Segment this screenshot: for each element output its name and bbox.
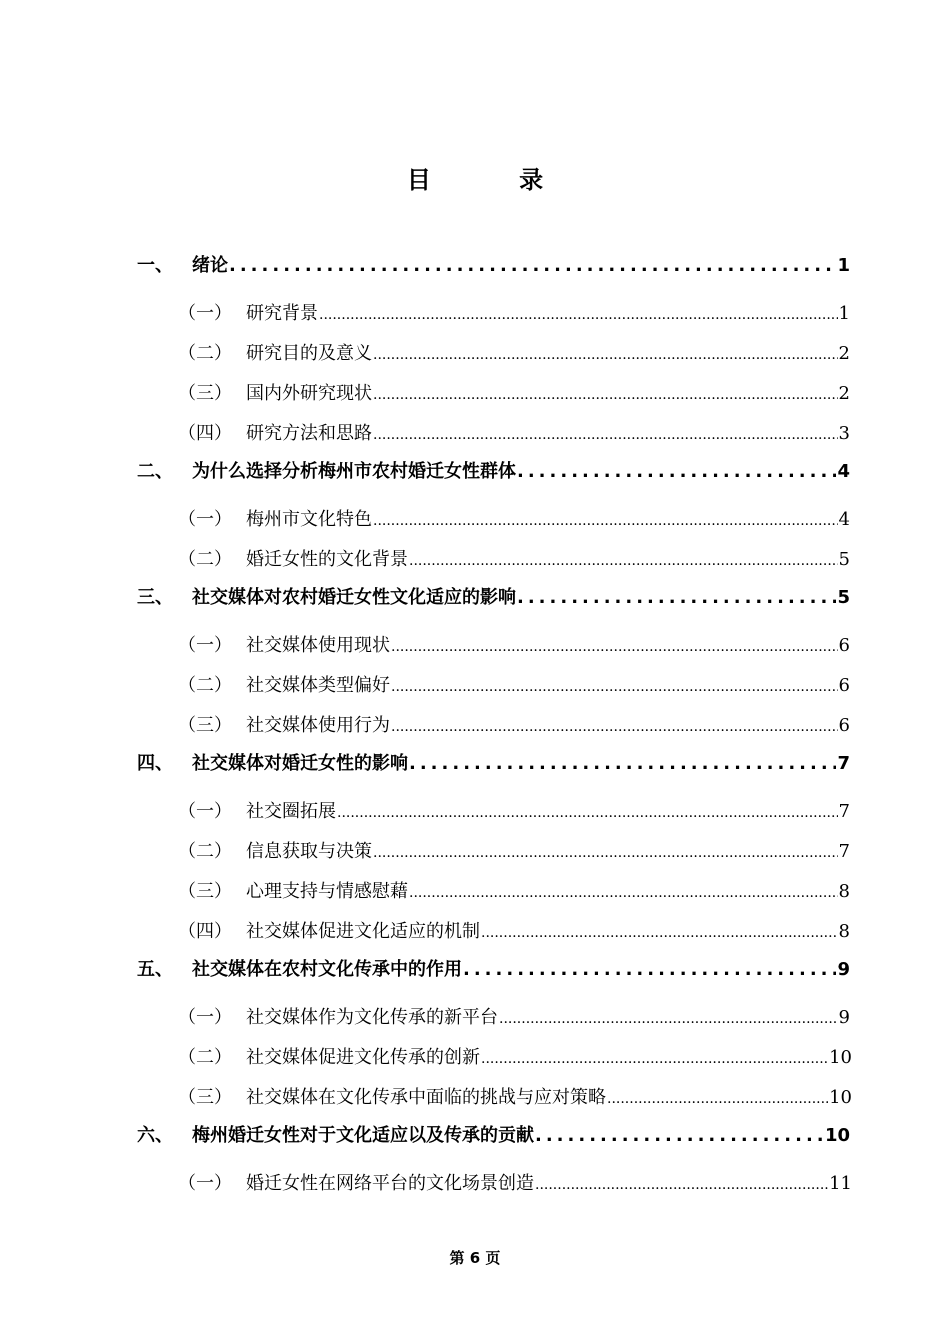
toc-entry-title: 研究目的及意义 [246, 343, 372, 364]
toc-section-entry[interactable] [0, 411, 950, 451]
toc-chapter-entry[interactable] [0, 743, 950, 789]
toc-dot-leader [607, 1091, 828, 1107]
toc-dot-leader [481, 925, 838, 941]
toc-entry-page-number: 5 [837, 587, 850, 608]
toc-entry-title: 婚迁女性在网络平台的文化场景创造 [246, 1173, 534, 1194]
toc-entry-number: （二） [178, 343, 232, 364]
toc-entry-title: 研究背景 [246, 303, 318, 324]
toc-entry-number: （三） [178, 715, 232, 736]
toc-dot-leader [373, 387, 838, 403]
toc-entry-page-number: 3 [838, 423, 850, 444]
toc-section-entry[interactable] [0, 995, 950, 1035]
toc-section-entry[interactable] [0, 331, 950, 371]
toc-chapter-entry[interactable] [0, 1115, 950, 1161]
toc-entry-title: 研究方法和思路 [246, 423, 372, 444]
toc-entry-page-number: 1 [837, 255, 850, 276]
toc-dot-leader [499, 1011, 838, 1027]
toc-entry-number: （二） [178, 549, 232, 570]
toc-dot-leader [481, 1051, 828, 1067]
toc-entry-page-number: 2 [838, 343, 850, 364]
toc-entry-title: 社交圈拓展 [246, 801, 336, 822]
toc-section-entry[interactable] [0, 1035, 950, 1075]
toc-entry-title: 社交媒体对婚迁女性的影响 [192, 753, 408, 774]
toc-entry-number: （一） [178, 509, 232, 530]
toc-chapter-entry[interactable] [0, 245, 950, 291]
toc-entry-page-number: 7 [838, 801, 850, 822]
toc-entry-title: 社交媒体作为文化传承的新平台 [246, 1007, 498, 1028]
toc-entry-page-number: 8 [838, 921, 850, 942]
toc-entry-title: 梅州婚迁女性对于文化适应以及传承的贡献 [192, 1125, 534, 1146]
toc-entry-number: （一） [178, 1173, 232, 1194]
toc-entry-number: （三） [178, 383, 232, 404]
toc-entry-number: 三、 [137, 587, 173, 608]
toc-section-entry[interactable] [0, 703, 950, 743]
toc-entry-page-number: 10 [829, 1087, 852, 1108]
toc-dot-leader [517, 587, 836, 608]
table-of-contents [0, 245, 950, 1201]
toc-entry-page-number: 11 [829, 1173, 852, 1194]
toc-dot-leader [373, 347, 838, 363]
toc-entry-page-number: 10 [824, 1125, 850, 1146]
toc-section-entry[interactable] [0, 789, 950, 829]
toc-dot-leader [517, 461, 836, 482]
toc-dot-leader [409, 753, 836, 774]
toc-entry-title: 社交媒体类型偏好 [246, 675, 390, 696]
toc-entry-title: 国内外研究现状 [246, 383, 372, 404]
toc-dot-leader [337, 805, 838, 821]
toc-entry-page-number: 7 [838, 841, 850, 862]
toc-section-entry[interactable] [0, 869, 950, 909]
toc-chapter-entry[interactable] [0, 949, 950, 995]
toc-entry-number: 二、 [137, 461, 173, 482]
toc-entry-page-number: 2 [838, 383, 850, 404]
toc-entry-number: （三） [178, 881, 232, 902]
toc-entry-page-number: 9 [837, 959, 850, 980]
toc-section-entry[interactable] [0, 497, 950, 537]
toc-entry-title: 心理支持与情感慰藉 [246, 881, 408, 902]
page-number-footer: 第 6 页 [449, 1249, 501, 1267]
toc-entry-page-number: 6 [838, 715, 850, 736]
toc-entry-page-number: 8 [838, 881, 850, 902]
toc-entry-title: 社交媒体在农村文化传承中的作用 [192, 959, 462, 980]
toc-entry-number: （二） [178, 841, 232, 862]
toc-dot-leader [409, 553, 838, 569]
toc-dot-leader [373, 845, 838, 861]
toc-dot-leader [391, 679, 838, 695]
toc-entry-page-number: 1 [838, 303, 850, 324]
toc-dot-leader [373, 513, 838, 529]
toc-entry-number: 六、 [137, 1125, 173, 1146]
toc-dot-leader [391, 719, 838, 735]
toc-dot-leader [535, 1177, 828, 1193]
toc-entry-title: 梅州市文化特色 [246, 509, 372, 530]
toc-chapter-entry[interactable] [0, 451, 950, 497]
toc-dot-leader [463, 959, 836, 980]
toc-dot-leader [319, 307, 838, 323]
toc-entry-page-number: 9 [838, 1007, 850, 1028]
page-title: 目 录 [406, 165, 584, 194]
toc-section-entry[interactable] [0, 829, 950, 869]
toc-entry-page-number: 4 [838, 509, 850, 530]
toc-entry-number: （二） [178, 675, 232, 696]
toc-entry-number: （一） [178, 801, 232, 822]
toc-section-entry[interactable] [0, 663, 950, 703]
toc-dot-leader [229, 255, 836, 276]
toc-entry-title: 社交媒体促进文化适应的机制 [246, 921, 480, 942]
toc-entry-page-number: 10 [829, 1047, 852, 1068]
toc-entry-title: 社交媒体促进文化传承的创新 [246, 1047, 480, 1068]
toc-section-entry[interactable] [0, 291, 950, 331]
toc-entry-title: 绪论 [192, 255, 228, 276]
toc-entry-number: （一） [178, 1007, 232, 1028]
toc-section-entry[interactable] [0, 371, 950, 411]
toc-entry-number: 四、 [137, 753, 173, 774]
toc-section-entry[interactable] [0, 909, 950, 949]
toc-entry-page-number: 7 [837, 753, 850, 774]
toc-entry-title: 社交媒体使用行为 [246, 715, 390, 736]
toc-dot-leader [391, 639, 838, 655]
toc-section-entry[interactable] [0, 1075, 950, 1115]
toc-entry-number: 五、 [137, 959, 173, 980]
toc-entry-page-number: 6 [838, 635, 850, 656]
toc-entry-page-number: 6 [838, 675, 850, 696]
toc-entry-number: 一、 [137, 255, 173, 276]
toc-entry-title: 社交媒体对农村婚迁女性文化适应的影响 [192, 587, 516, 608]
toc-chapter-entry[interactable] [0, 577, 950, 623]
toc-entry-number: （一） [178, 635, 232, 656]
toc-section-entry[interactable] [0, 623, 950, 663]
toc-dot-leader [535, 1125, 824, 1146]
toc-entry-page-number: 5 [838, 549, 850, 570]
toc-entry-title: 社交媒体在文化传承中面临的挑战与应对策略 [246, 1087, 606, 1108]
toc-entry-number: （四） [178, 921, 232, 942]
toc-section-entry[interactable] [0, 537, 950, 577]
toc-section-entry[interactable] [0, 1161, 950, 1201]
toc-entry-number: （二） [178, 1047, 232, 1068]
toc-entry-page-number: 4 [837, 461, 850, 482]
toc-dot-leader [373, 427, 838, 443]
toc-dot-leader [409, 885, 838, 901]
toc-entry-number: （三） [178, 1087, 232, 1108]
toc-entry-title: 社交媒体使用现状 [246, 635, 390, 656]
toc-entry-title: 为什么选择分析梅州市农村婚迁女性群体 [192, 461, 516, 482]
toc-entry-number: （四） [178, 423, 232, 444]
toc-entry-title: 婚迁女性的文化背景 [246, 549, 408, 570]
toc-entry-number: （一） [178, 303, 232, 324]
toc-entry-title: 信息获取与决策 [246, 841, 372, 862]
